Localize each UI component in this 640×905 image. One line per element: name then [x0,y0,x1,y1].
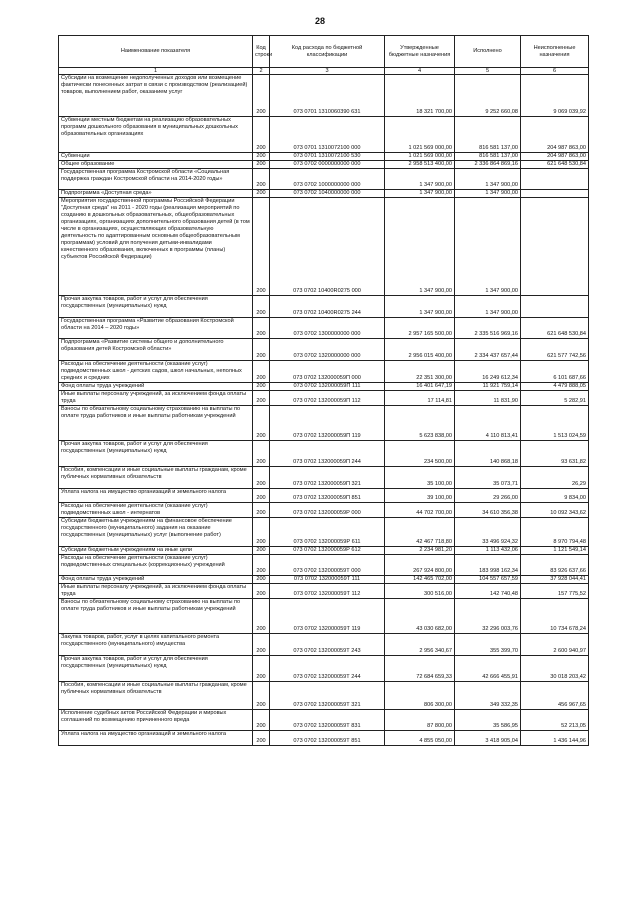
row-name: Взносы по обязательному социальному страхованию на выплаты по оплате труда работников и иные выплаты работникам учреждений [59,599,253,634]
row-budget-code: 073 0701 1310060390 631 [270,75,385,117]
table-row [59,656,589,682]
row-remaining: 83 926 637,66 [521,555,589,576]
table-row [59,339,589,361]
row-approved: 44 702 700,00 [385,503,455,518]
row-name: Подпрограмма «Развитие системы общего и дополнительного образования детей Костромской области» [59,339,253,361]
row-name: Фонд оплаты труда учреждений [59,576,253,584]
row-name: Фонд оплаты труда учреждений [59,383,253,391]
page-number: 28 [314,16,325,26]
row-approved: 1 347 900,00 [385,198,455,296]
row-line-code: 200 [253,75,270,117]
row-name: Подпрограмма «Доступная среда» [59,190,253,198]
row-name: Субсидии на возмещение недополученных доходов или возмещение фактически понесенных затрат в связи с производством (реализацией) товаров, выполнением работ, оказанием услуг [59,75,253,117]
row-approved: 234 500,00 [385,441,455,467]
row-name: Прочая закупка товаров, работ и услуг для обеспечения государственных (муниципальных) нужд [59,296,253,318]
row-remaining: 204 987 863,00 [521,117,589,153]
row-line-code: 200 [253,153,270,161]
column-number: 3 [270,68,385,75]
row-executed: 35 073,71 [455,467,521,489]
row-line-code: 200 [253,489,270,503]
table-row [59,296,589,318]
header-line-code: Код строки [253,36,270,68]
table-row [59,467,589,489]
row-remaining: 621 648 530,84 [521,161,589,169]
row-name: Уплата налога на имущество организаций и земельного налога [59,489,253,503]
row-budget-code: 073 0702 132000059П 111 [270,383,385,391]
header-executed: Исполнено [455,36,521,68]
table-row [59,391,589,406]
column-number: 4 [385,68,455,75]
row-line-code: 200 [253,547,270,555]
row-approved: 42 467 718,80 [385,518,455,547]
table-body [59,75,589,746]
table-row [59,710,589,731]
header-remaining: Неисполненные назначения [521,36,589,68]
table-row [59,555,589,576]
row-name: Субвенции [59,153,253,161]
row-budget-code: 073 0702 1300000000 000 [270,318,385,339]
row-executed: 2 336 864 869,16 [455,161,521,169]
column-number: 1 [59,68,253,75]
row-remaining: 37 928 044,41 [521,576,589,584]
column-number: 6 [521,68,589,75]
row-line-code: 200 [253,682,270,710]
table-row [59,75,589,117]
row-executed: 816 581 137,00 [455,153,521,161]
row-line-code: 200 [253,599,270,634]
row-remaining [521,169,589,190]
row-budget-code: 073 0702 132000059П 112 [270,391,385,406]
table-row [59,518,589,547]
row-approved: 87 800,00 [385,710,455,731]
row-executed: 1 347 900,00 [455,169,521,190]
row-executed: 34 610 356,38 [455,503,521,518]
column-number: 2 [253,68,270,75]
row-approved: 2 234 981,20 [385,547,455,555]
row-budget-code: 073 0702 132000059Т 111 [270,576,385,584]
row-budget-code: 073 0702 1320000000 000 [270,339,385,361]
row-remaining: 1 436 144,96 [521,731,589,746]
row-approved: 72 684 659,33 [385,656,455,682]
row-approved: 2 956 340,67 [385,634,455,656]
table-row [59,161,589,169]
row-budget-code: 073 0702 1000000000 000 [270,169,385,190]
column-number-row [59,68,589,75]
row-remaining: 9 069 039,92 [521,75,589,117]
row-remaining: 30 018 203,42 [521,656,589,682]
table-row [59,190,589,198]
row-line-code: 200 [253,318,270,339]
row-budget-code: 073 0702 132000059П 244 [270,441,385,467]
row-line-code: 200 [253,710,270,731]
row-name: Прочая закупка товаров, работ и услуг для обеспечения государственных (муниципальных) нужд [59,656,253,682]
header-approved: Утвержденные бюджетные назначения [385,36,455,68]
table-row [59,406,589,441]
row-approved: 806 300,00 [385,682,455,710]
row-budget-code: 073 0702 0000000000 000 [270,161,385,169]
row-name: Иные выплаты персоналу учреждений, за исключением фонда оплаты труда [59,391,253,406]
row-executed: 29 266,00 [455,489,521,503]
row-approved: 1 021 569 000,00 [385,117,455,153]
row-remaining [521,296,589,318]
row-executed: 9 252 660,08 [455,75,521,117]
row-budget-code: 073 0702 132000059П 321 [270,467,385,489]
row-line-code: 200 [253,391,270,406]
row-budget-code: 073 0702 132000059Т 244 [270,656,385,682]
row-approved: 22 351 300,00 [385,361,455,383]
row-name: Пособия, компенсации и иные социальные выплаты гражданам, кроме публичных нормативных обязательств [59,467,253,489]
row-budget-code: 073 0702 10400R0275 244 [270,296,385,318]
header-name: Наименование показателя [59,36,253,68]
table-row [59,169,589,190]
table-row [59,731,589,746]
table-row [59,318,589,339]
row-remaining: 5 282,91 [521,391,589,406]
row-line-code: 200 [253,161,270,169]
row-executed: 349 332,35 [455,682,521,710]
row-approved: 300 516,00 [385,584,455,599]
row-name: Прочая закупка товаров, работ и услуг для обеспечения государственных (муниципальных) нужд [59,441,253,467]
table-row [59,361,589,383]
table-row [59,634,589,656]
row-name: Пособия, компенсации и иные социальные выплаты гражданам, кроме публичных нормативных обязательств [59,682,253,710]
row-line-code: 200 [253,198,270,296]
row-name: Общее образование [59,161,253,169]
row-name: Иные выплаты персоналу учреждений, за исключением фонда оплаты труда [59,584,253,599]
row-executed: 2 335 516 969,16 [455,318,521,339]
row-budget-code: 073 0702 132000059Т 243 [270,634,385,656]
row-budget-code: 073 0702 132000059Т 851 [270,731,385,746]
row-line-code: 200 [253,518,270,547]
table-row [59,599,589,634]
row-remaining: 1 121 549,14 [521,547,589,555]
row-remaining: 10 092 343,62 [521,503,589,518]
row-line-code: 200 [253,441,270,467]
row-executed: 183 998 162,34 [455,555,521,576]
row-approved: 16 401 647,19 [385,383,455,391]
row-executed: 142 740,48 [455,584,521,599]
row-name: Закупка товаров, работ, услуг в целях капитального ремонта государственного (муниципального) имущества [59,634,253,656]
row-budget-code: 073 0702 132000059Т 119 [270,599,385,634]
column-number: 5 [455,68,521,75]
row-executed: 3 418 905,04 [455,731,521,746]
row-remaining: 6 101 687,66 [521,361,589,383]
row-line-code: 200 [253,503,270,518]
row-executed: 1 347 900,00 [455,296,521,318]
row-remaining: 4 479 888,05 [521,383,589,391]
row-approved: 2 957 165 500,00 [385,318,455,339]
row-executed: 4 110 813,41 [455,406,521,441]
row-approved: 1 347 900,00 [385,190,455,198]
row-remaining: 1 513 024,59 [521,406,589,441]
row-approved: 18 321 700,00 [385,75,455,117]
row-line-code: 200 [253,467,270,489]
table-row [59,489,589,503]
row-budget-code: 073 0702 132000059Т 000 [270,555,385,576]
row-executed: 104 557 657,59 [455,576,521,584]
row-approved: 4 855 050,00 [385,731,455,746]
row-remaining: 26,29 [521,467,589,489]
row-executed: 140 868,18 [455,441,521,467]
row-line-code: 200 [253,555,270,576]
row-budget-code: 073 0702 132000059Т 321 [270,682,385,710]
row-remaining: 157 775,52 [521,584,589,599]
row-budget-code: 073 0702 132000059П 851 [270,489,385,503]
budget-execution-table [58,35,589,746]
row-remaining: 621 577 742,56 [521,339,589,361]
row-executed: 42 666 455,91 [455,656,521,682]
row-line-code: 200 [253,406,270,441]
table-row [59,584,589,599]
row-line-code: 200 [253,190,270,198]
row-remaining: 10 734 678,24 [521,599,589,634]
header-row [59,36,589,68]
table-row [59,153,589,161]
row-executed: 1 113 432,06 [455,547,521,555]
row-budget-code: 073 0702 132000059Р 000 [270,503,385,518]
row-name: Расходы на обеспечение деятельности (оказание услуг) подведомственных школ - интернатов [59,503,253,518]
row-executed: 2 334 437 657,44 [455,339,521,361]
row-budget-code: 073 0702 132000059П 000 [270,361,385,383]
row-line-code: 200 [253,296,270,318]
table-row [59,547,589,555]
row-executed: 33 496 924,32 [455,518,521,547]
row-name: Расходы на обеспечение деятельности (оказание услуг) подведомственных специальных (коррекционных) учреждений [59,555,253,576]
table-row [59,441,589,467]
row-line-code: 200 [253,339,270,361]
row-executed: 32 296 003,76 [455,599,521,634]
row-line-code: 200 [253,584,270,599]
row-remaining [521,198,589,296]
table-row [59,383,589,391]
row-approved: 35 100,00 [385,467,455,489]
row-remaining: 9 834,00 [521,489,589,503]
row-name: Взносы по обязательному социальному страхованию на выплаты по оплате труда работников и иные выплаты работникам учреждений [59,406,253,441]
row-budget-code: 073 0702 132000059Т 831 [270,710,385,731]
row-name: Исполнение судебных актов Российской Федерации и мировых соглашений по возмещению причиненного вреда [59,710,253,731]
row-line-code: 200 [253,361,270,383]
table-row [59,503,589,518]
row-budget-code: 073 0702 132000059Р 611 [270,518,385,547]
row-name: Расходы на обеспечение деятельности (оказание услуг) подведомственных школ - детских садов, школ начальных, неполных средних и средних [59,361,253,383]
table-row [59,682,589,710]
row-name: Субсидии бюджетным учреждениям на финансовое обеспечение государственного (муниципального) задания на оказание государственных (муниципальных) услуг (выполнение работ) [59,518,253,547]
row-executed: 11 831,90 [455,391,521,406]
row-line-code: 200 [253,117,270,153]
row-executed: 1 347 900,00 [455,190,521,198]
row-approved: 1 021 569 000,00 [385,153,455,161]
row-executed: 355 399,70 [455,634,521,656]
row-remaining: 93 631,82 [521,441,589,467]
row-name: Субвенции местным бюджетам на реализацию образовательных программ дошкольного образования в муниципальных дошкольных образовательных организациях [59,117,253,153]
row-approved: 39 100,00 [385,489,455,503]
table-row [59,117,589,153]
row-remaining: 52 213,05 [521,710,589,731]
row-name: Государственная программа «Развитие образования Костромской области на 2014 – 2020 годы» [59,318,253,339]
row-budget-code: 073 0702 132000059П 119 [270,406,385,441]
row-remaining [521,190,589,198]
row-budget-code: 073 0701 1310072100 000 [270,117,385,153]
row-budget-code: 073 0701 1310072100 530 [270,153,385,161]
row-remaining: 2 600 940,97 [521,634,589,656]
row-line-code: 200 [253,656,270,682]
row-name: Субсидии бюджетным учреждениям на иные цели [59,547,253,555]
row-executed: 35 586,95 [455,710,521,731]
table-row [59,198,589,296]
row-line-code: 200 [253,634,270,656]
row-remaining: 621 648 530,84 [521,318,589,339]
row-budget-code: 073 0702 10400R0275 000 [270,198,385,296]
row-line-code: 200 [253,383,270,391]
table-row [59,576,589,584]
row-approved: 142 465 702,00 [385,576,455,584]
row-approved: 1 347 900,00 [385,296,455,318]
row-budget-code: 073 0702 1040000000 000 [270,190,385,198]
row-budget-code: 073 0702 132000059Т 112 [270,584,385,599]
row-executed: 11 921 759,14 [455,383,521,391]
row-remaining: 456 967,65 [521,682,589,710]
row-executed: 1 347 900,00 [455,198,521,296]
row-executed: 16 249 612,34 [455,361,521,383]
row-remaining: 204 987 863,00 [521,153,589,161]
row-approved: 1 347 900,00 [385,169,455,190]
row-name: Мероприятия государственной программы Российской Федерации "Доступная среда" на 2011 - 2020 годы (реализация мероприятий по созданию в дошкольных образовательных, общеобразовательных организациях, организациях дополнительного образования детей (в том числе в организациях, осуществляющих образовательную деятельность по адаптированным основным общеобразовательным программам) условий для получения детьми-инвалидами качественного образования, включенных в программы (планы) субъектов Российской Федерации) [59,198,253,296]
row-approved: 5 623 838,00 [385,406,455,441]
row-budget-code: 073 0702 132000059Р 612 [270,547,385,555]
row-approved: 17 114,81 [385,391,455,406]
row-line-code: 200 [253,169,270,190]
row-line-code: 200 [253,731,270,746]
row-executed: 816 581 137,00 [455,117,521,153]
row-approved: 43 030 682,00 [385,599,455,634]
header-budget-code: Код расхода по бюджетной классификации [270,36,385,68]
row-approved: 2 956 015 400,00 [385,339,455,361]
row-line-code: 200 [253,576,270,584]
row-name: Государственная программа Костромской области «Социальная поддержка граждан Костромской области на 2014-2020 годы» [59,169,253,190]
row-approved: 267 924 800,00 [385,555,455,576]
row-remaining: 8 970 794,48 [521,518,589,547]
row-approved: 2 958 513 400,00 [385,161,455,169]
row-name: Уплата налога на имущество организаций и земельного налога [59,731,253,746]
